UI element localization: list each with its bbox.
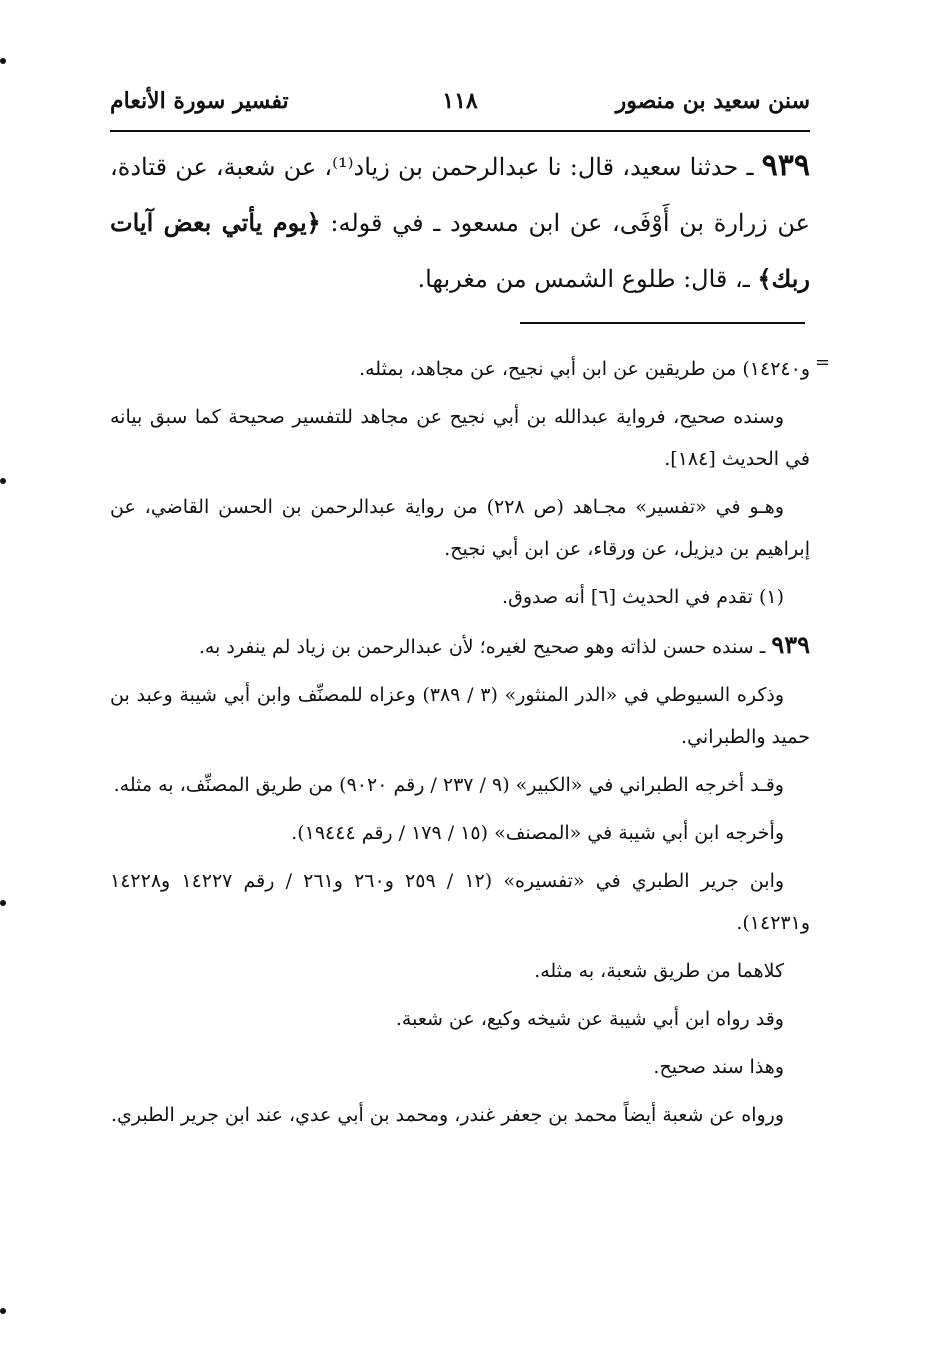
footnote-paragraph: وأخرجه ابن أبي شيبة في «المصنف» (١٥ / ١٧٩ / رقم ١٩٤٤٤). [291, 822, 784, 844]
footnote-paragraph: وذكره السيوطي في «الدر المنثور» (٣ / ٣٨٩) وعزاه للمصنِّف وابن أبي شيبة وعبد بن حميد والطبراني. [110, 684, 810, 748]
footnote-paragraph: كلاهما من طريق شعبة، به مثله. [534, 960, 784, 982]
hadith-dash: ـ [738, 153, 762, 181]
footnote-paragraph: (١) تقدم في الحديث [٦] أنه صدوق. [502, 586, 784, 608]
footnotes [110, 348, 810, 1142]
takhrij-text: ـ سنده حسن لذاته وهو صحيح لغيره؛ لأن عبدالرحمن بن زياد لم ينفرد به. [198, 636, 772, 658]
footnote-paragraph: وقد رواه ابن أبي شيبة عن شيخه وكيع، عن شعبة. [395, 1008, 784, 1030]
scan-edge-mark [0, 900, 6, 906]
scan-edge-mark [0, 478, 6, 484]
quran-verse: ﴿يوم يأتي بعض آيات ربك﴾ [110, 208, 810, 293]
footnote-paragraph: وابن جرير الطبري في «تفسيره» (١٢ / ٢٥٩ و٢٦٠ و٢٦١ / رقم ١٤٢٢٧ و١٤٢٢٨ و١٤٢٣١). [110, 870, 810, 934]
page-number: ١١٨ [442, 88, 478, 114]
takhrij-paragraph [110, 624, 810, 668]
header-rule [110, 130, 810, 132]
continuation-mark: = [815, 352, 831, 373]
footnote-paragraph: ورواه عن شعبة أيضاً محمد بن جعفر غندر، ومحمد بن أبي عدي، عند ابن جرير الطبري. [111, 1104, 784, 1126]
section-title: تفسير سورة الأنعام [110, 88, 289, 114]
footnote-separator [520, 322, 805, 324]
takhrij-number: ٩٣٩ [771, 630, 810, 659]
footnote-paragraph: و١٤٢٤٠) من طريقين عن ابن أبي نجيح، عن مجاهد، بمثله. [359, 358, 810, 380]
hadith-ending: ـ، قال: طلوع الشمس من مغربها. [417, 265, 758, 293]
footnote-paragraph: وسنده صحيح، فرواية عبدالله بن أبي نجيح عن مجاهد للتفسير صحيحة كما سبق بيانه في الحديث [١٨٤]. [110, 406, 810, 470]
scan-edge-mark [0, 58, 6, 64]
hadith-text [110, 138, 810, 307]
footnote-paragraph: وهـو في «تفسير» مجـاهد (ص ٢٢٨) من رواية عبدالرحمن بن الحسن القاضي، عن إبراهيم بن ديزيل، عن ورقاء، عن ابن أبي نجيح. [110, 496, 810, 560]
hadith-number: ٩٣٩ [761, 148, 810, 183]
footnote-paragraph: وقـد أخرجه الطبراني في «الكبير» (٩ / ٢٣٧ / رقم ٩٠٢٠) من طريق المصنِّف، به مثله. [113, 774, 784, 796]
scan-edge-mark [0, 1308, 6, 1314]
hadith-body: حدثنا سعيد، قال: نا عبدالرحمن بن زياد⁽¹⁾، عن شعبة، عن قتادة، عن زرارة بن أَوْفَى، عن ابن مسعود ـ في قوله: [110, 153, 810, 237]
running-header [110, 88, 810, 128]
footnote-paragraph: وهذا سند صحيح. [653, 1056, 784, 1078]
book-title: سنن سعيد بن منصور [615, 88, 810, 114]
